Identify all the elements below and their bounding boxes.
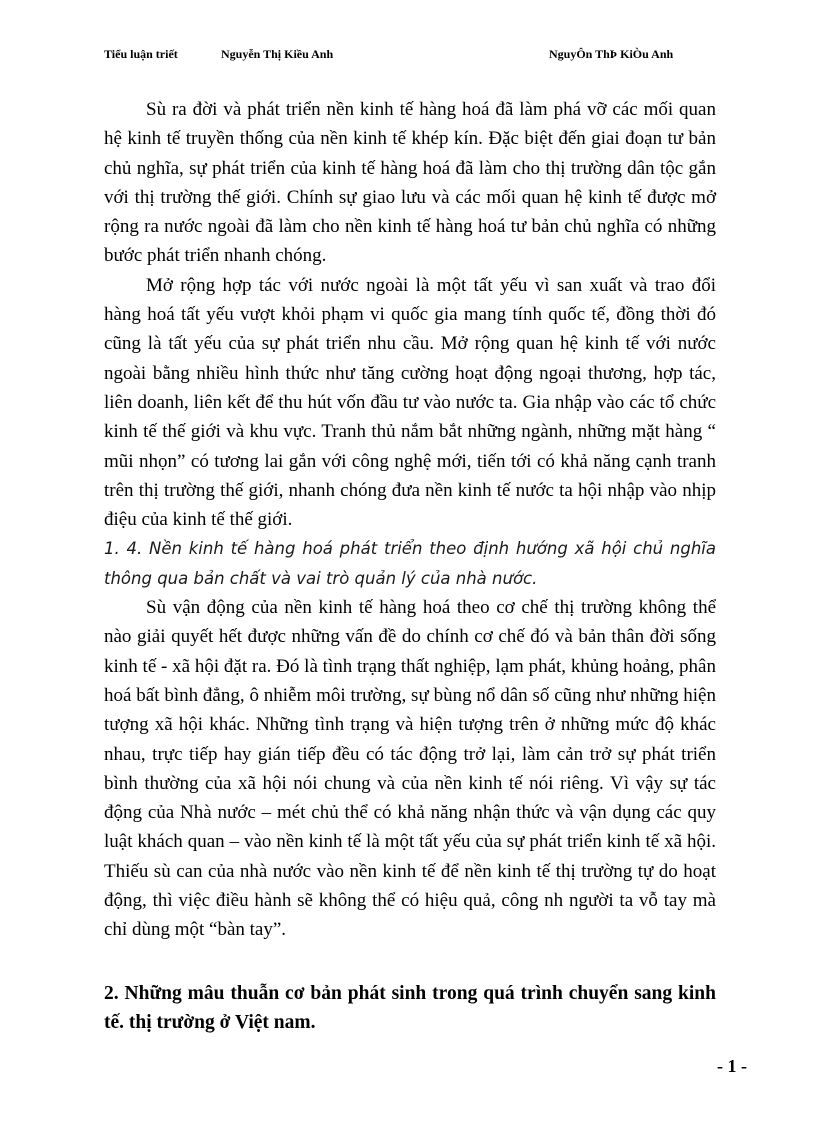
paragraph-1: Sù ra đời và phát triển nền kinh tế hàng hoá đã làm phá vỡ các mối quan hệ kinh tế truyền thống của nền kinh tế khép kín. Đặc biệt đến giai đoạn tư bản chủ nghĩa, sự phát triển của kinh tế hàng hoá đã làm cho thị trường dân tộc gắn với thị trường thế giới. Chính sự giao lưu và các mối quan hệ kinh tế được mở rộng ra nước ngoài đã làm cho nền kinh tế hàng hoá tư bản chủ nghĩa có những bước phát triển nhanh chóng. [104,99,716,267]
section-heading: 2. Những mâu thuẫn cơ bản phát sinh trong quá trình chuyển sang kinh tế. thị trường ở Việt nam. [104,982,716,1033]
subsection-heading: 1. 4. Nền kinh tế hàng hoá phát triển theo định hướng xã hội chủ nghĩa thông qua bản chất và vai trò quản lý của nhà nước. [104,539,716,588]
page-number: - 1 - [717,1056,747,1076]
header-document-type: Tiểu luận triết [104,47,178,61]
paragraph-3: Sù vận động của nền kinh tế hàng hoá theo cơ chế thị trường không thể nào giải quyết hết được những vấn đề do chính cơ chế đó và bản thân đời sống kinh tế - xã hội đặt ra. Đó là tình trạng thất nghiệp, lạm phát, khủng hoảng, phân hoá bất bình đẳng, ô nhiễm môi trường, sự bùng nổ dân số cũng như những hiện tượng xã hội khác. Những tình trạng và hiện tượng trên ở những mức độ khác nhau, trực tiếp hay gián tiếp đều có tác động trở lại, làm cản trở sự phát triển bình thường của xã hội nói chung và của nền kinh tế nói riêng. Vì vậy sự tác động của Nhà nước – mét chủ thể có khả năng nhận thức và vận dụng các quy luật khách quan – vào nền kinh tế là một tất yếu của sự phát triển kinh tế xã hội. Thiếu sù can của nhà nước vào nền kinh tế để nền kinh tế thị trường tự do hoạt động, thì việc điều hành sẽ không thể có hiệu quả, công nh người ta vỗ tay mà chỉ dùng một “bàn tay”. [104,597,716,941]
header-author-garbled: NguyÔn ThÞ KiÒu Anh [549,47,674,61]
page-header [104,47,724,67]
document-body [104,95,716,1037]
paragraph-2: Mở rộng hợp tác với nước ngoài là một tất yếu vì san xuất và trao đổi hàng hoá tất yếu vượt khỏi phạm vi quốc gia mang tính quốc tế, đồng thời đó cũng là tất yếu của sự phát triển nhu cầu. Mở rộng quan hệ kinh tế với nước ngoài bằng nhiều hình thức như tăng cường hoạt động ngoại thương, hợp tác, liên doanh, liên kết để thu hút vốn đầu tư vào nước ta. Gia nhập vào các tổ chức kinh tế thế giới và khu vực. Tranh thủ nắm bắt những ngành, những mặt hàng “ mũi nhọn” có tương lai gắn với công nghệ mới, tiến tới có khả năng cạnh tranh trên thị trường thế giới, nhanh chóng đưa nền kinh tế nước ta hội nhập vào nhịp điệu của kinh tế thế giới. [104,274,716,531]
header-author: Nguyễn Thị Kiều Anh [221,47,334,61]
